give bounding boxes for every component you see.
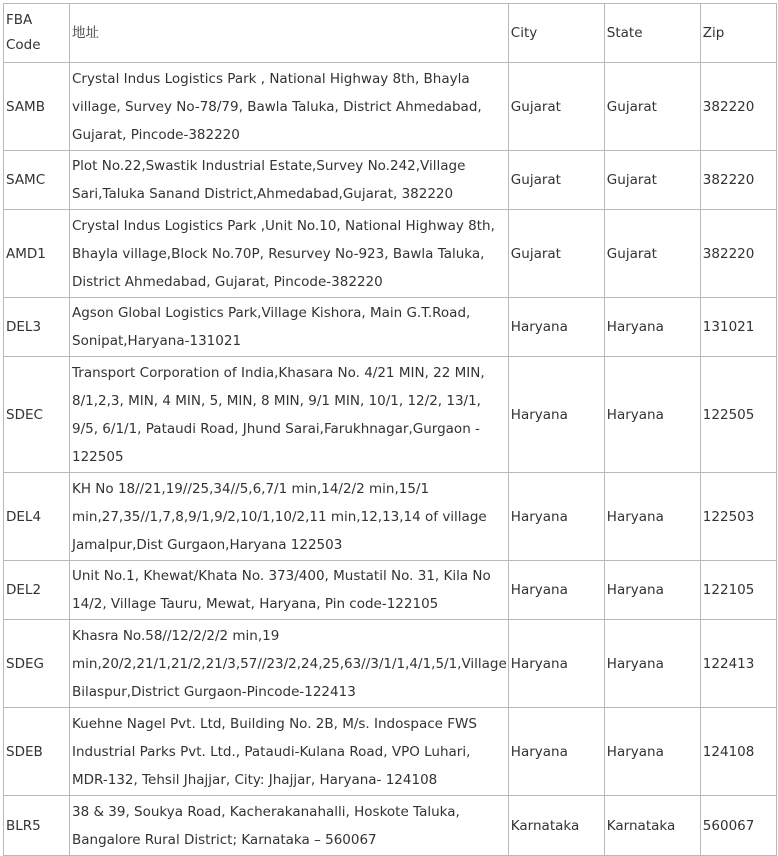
header-zip: Zip [700, 4, 776, 63]
cell-state: Haryana [604, 561, 700, 620]
header-city: City [508, 4, 604, 63]
table-row [4, 210, 777, 298]
fba-table-container [3, 3, 777, 856]
table-row [4, 620, 777, 708]
cell-city: Haryana [508, 620, 604, 708]
cell-zip: 122503 [700, 473, 776, 561]
cell-state: Haryana [604, 357, 700, 473]
cell-fba-code: SDEC [4, 357, 70, 473]
cell-zip: 124108 [700, 708, 776, 796]
cell-city: Haryana [508, 708, 604, 796]
fba-warehouse-table [3, 3, 777, 856]
cell-city: Haryana [508, 298, 604, 357]
cell-city: Gujarat [508, 210, 604, 298]
table-row [4, 357, 777, 473]
cell-zip: 382220 [700, 63, 776, 151]
table-header-row [4, 4, 777, 63]
cell-state: Gujarat [604, 151, 700, 210]
cell-fba-code: AMD1 [4, 210, 70, 298]
header-address: 地址 [70, 4, 509, 63]
cell-zip: 560067 [700, 796, 776, 856]
cell-zip: 122413 [700, 620, 776, 708]
cell-state: Haryana [604, 620, 700, 708]
cell-city: Haryana [508, 357, 604, 473]
cell-fba-code: DEL2 [4, 561, 70, 620]
table-row [4, 796, 777, 856]
cell-fba-code: SDEB [4, 708, 70, 796]
cell-address: Kuehne Nagel Pvt. Ltd, Building No. 2B, M/s. Indospace FWS Industrial Parks Pvt. Ltd., Pataudi-Kulana Road, VPO Luhari, MDR-132, Tehsil Jhajjar, City: Jhajjar, Haryana- 124108 [70, 708, 509, 796]
cell-address: Agson Global Logistics Park,Village Kishora, Main G.T.Road, Sonipat,Haryana-131021 [70, 298, 509, 357]
cell-zip: 122105 [700, 561, 776, 620]
table-row [4, 473, 777, 561]
cell-zip: 382220 [700, 151, 776, 210]
cell-address: Transport Corporation of India,Khasara No. 4/21 MIN, 22 MIN, 8/1,2,3, MIN, 4 MIN, 5, MIN, 8 MIN, 9/1 MIN, 10/1, 12/2, 13/1, 9/5, 6/1/1, Pataudi Road, Jhund Sarai,Farukhnagar,Gurgaon - 122505 [70, 357, 509, 473]
cell-city: Haryana [508, 561, 604, 620]
cell-fba-code: SAMC [4, 151, 70, 210]
table-row [4, 561, 777, 620]
cell-zip: 122505 [700, 357, 776, 473]
cell-state: Karnataka [604, 796, 700, 856]
header-state: State [604, 4, 700, 63]
cell-address: Crystal Indus Logistics Park , National Highway 8th, Bhayla village, Survey No-78/79, Bawla Taluka, District Ahmedabad, Gujarat, Pincode-382220 [70, 63, 509, 151]
cell-address: Plot No.22,Swastik Industrial Estate,Survey No.242,Village Sari,Taluka Sanand District,Ahmedabad,Gujarat, 382220 [70, 151, 509, 210]
cell-zip: 382220 [700, 210, 776, 298]
cell-fba-code: DEL3 [4, 298, 70, 357]
table-row [4, 298, 777, 357]
table-row [4, 708, 777, 796]
cell-city: Gujarat [508, 63, 604, 151]
cell-address: Unit No.1, Khewat/Khata No. 373/400, Mustatil No. 31, Kila No 14/2, Village Tauru, Mewat, Haryana, Pin code-122105 [70, 561, 509, 620]
cell-fba-code: BLR5 [4, 796, 70, 856]
cell-zip: 131021 [700, 298, 776, 357]
cell-city: Gujarat [508, 151, 604, 210]
cell-state: Haryana [604, 708, 700, 796]
cell-fba-code: DEL4 [4, 473, 70, 561]
cell-address: Crystal Indus Logistics Park ,Unit No.10, National Highway 8th, Bhayla village,Block No.70P, Resurvey No-923, Bawla Taluka, District Ahmedabad, Gujarat, Pincode-382220 [70, 210, 509, 298]
cell-address: 38 & 39, Soukya Road, Kacherakanahalli, Hoskote Taluka, Bangalore Rural District; Karnataka – 560067 [70, 796, 509, 856]
cell-address: Khasra No.58//12/2/2/2 min,19 min,20/2,21/1,21/2,21/3,57//23/2,24,25,63//3/1/1,4/1,5/1,Village Bilaspur,District Gurgaon-Pincode-122413 [70, 620, 509, 708]
cell-state: Haryana [604, 298, 700, 357]
header-fba-code: FBA Code [4, 4, 70, 63]
cell-city: Karnataka [508, 796, 604, 856]
cell-address: KH No 18//21,19//25,34//5,6,7/1 min,14/2/2 min,15/1 min,27,35//1,7,8,9/1,9/2,10/1,10/2,11 min,12,13,14 of village Jamalpur,Dist Gurgaon,Haryana 122503 [70, 473, 509, 561]
cell-fba-code: SDEG [4, 620, 70, 708]
table-row [4, 151, 777, 210]
cell-state: Haryana [604, 473, 700, 561]
cell-state: Gujarat [604, 63, 700, 151]
table-row [4, 63, 777, 151]
cell-state: Gujarat [604, 210, 700, 298]
cell-city: Haryana [508, 473, 604, 561]
cell-fba-code: SAMB [4, 63, 70, 151]
